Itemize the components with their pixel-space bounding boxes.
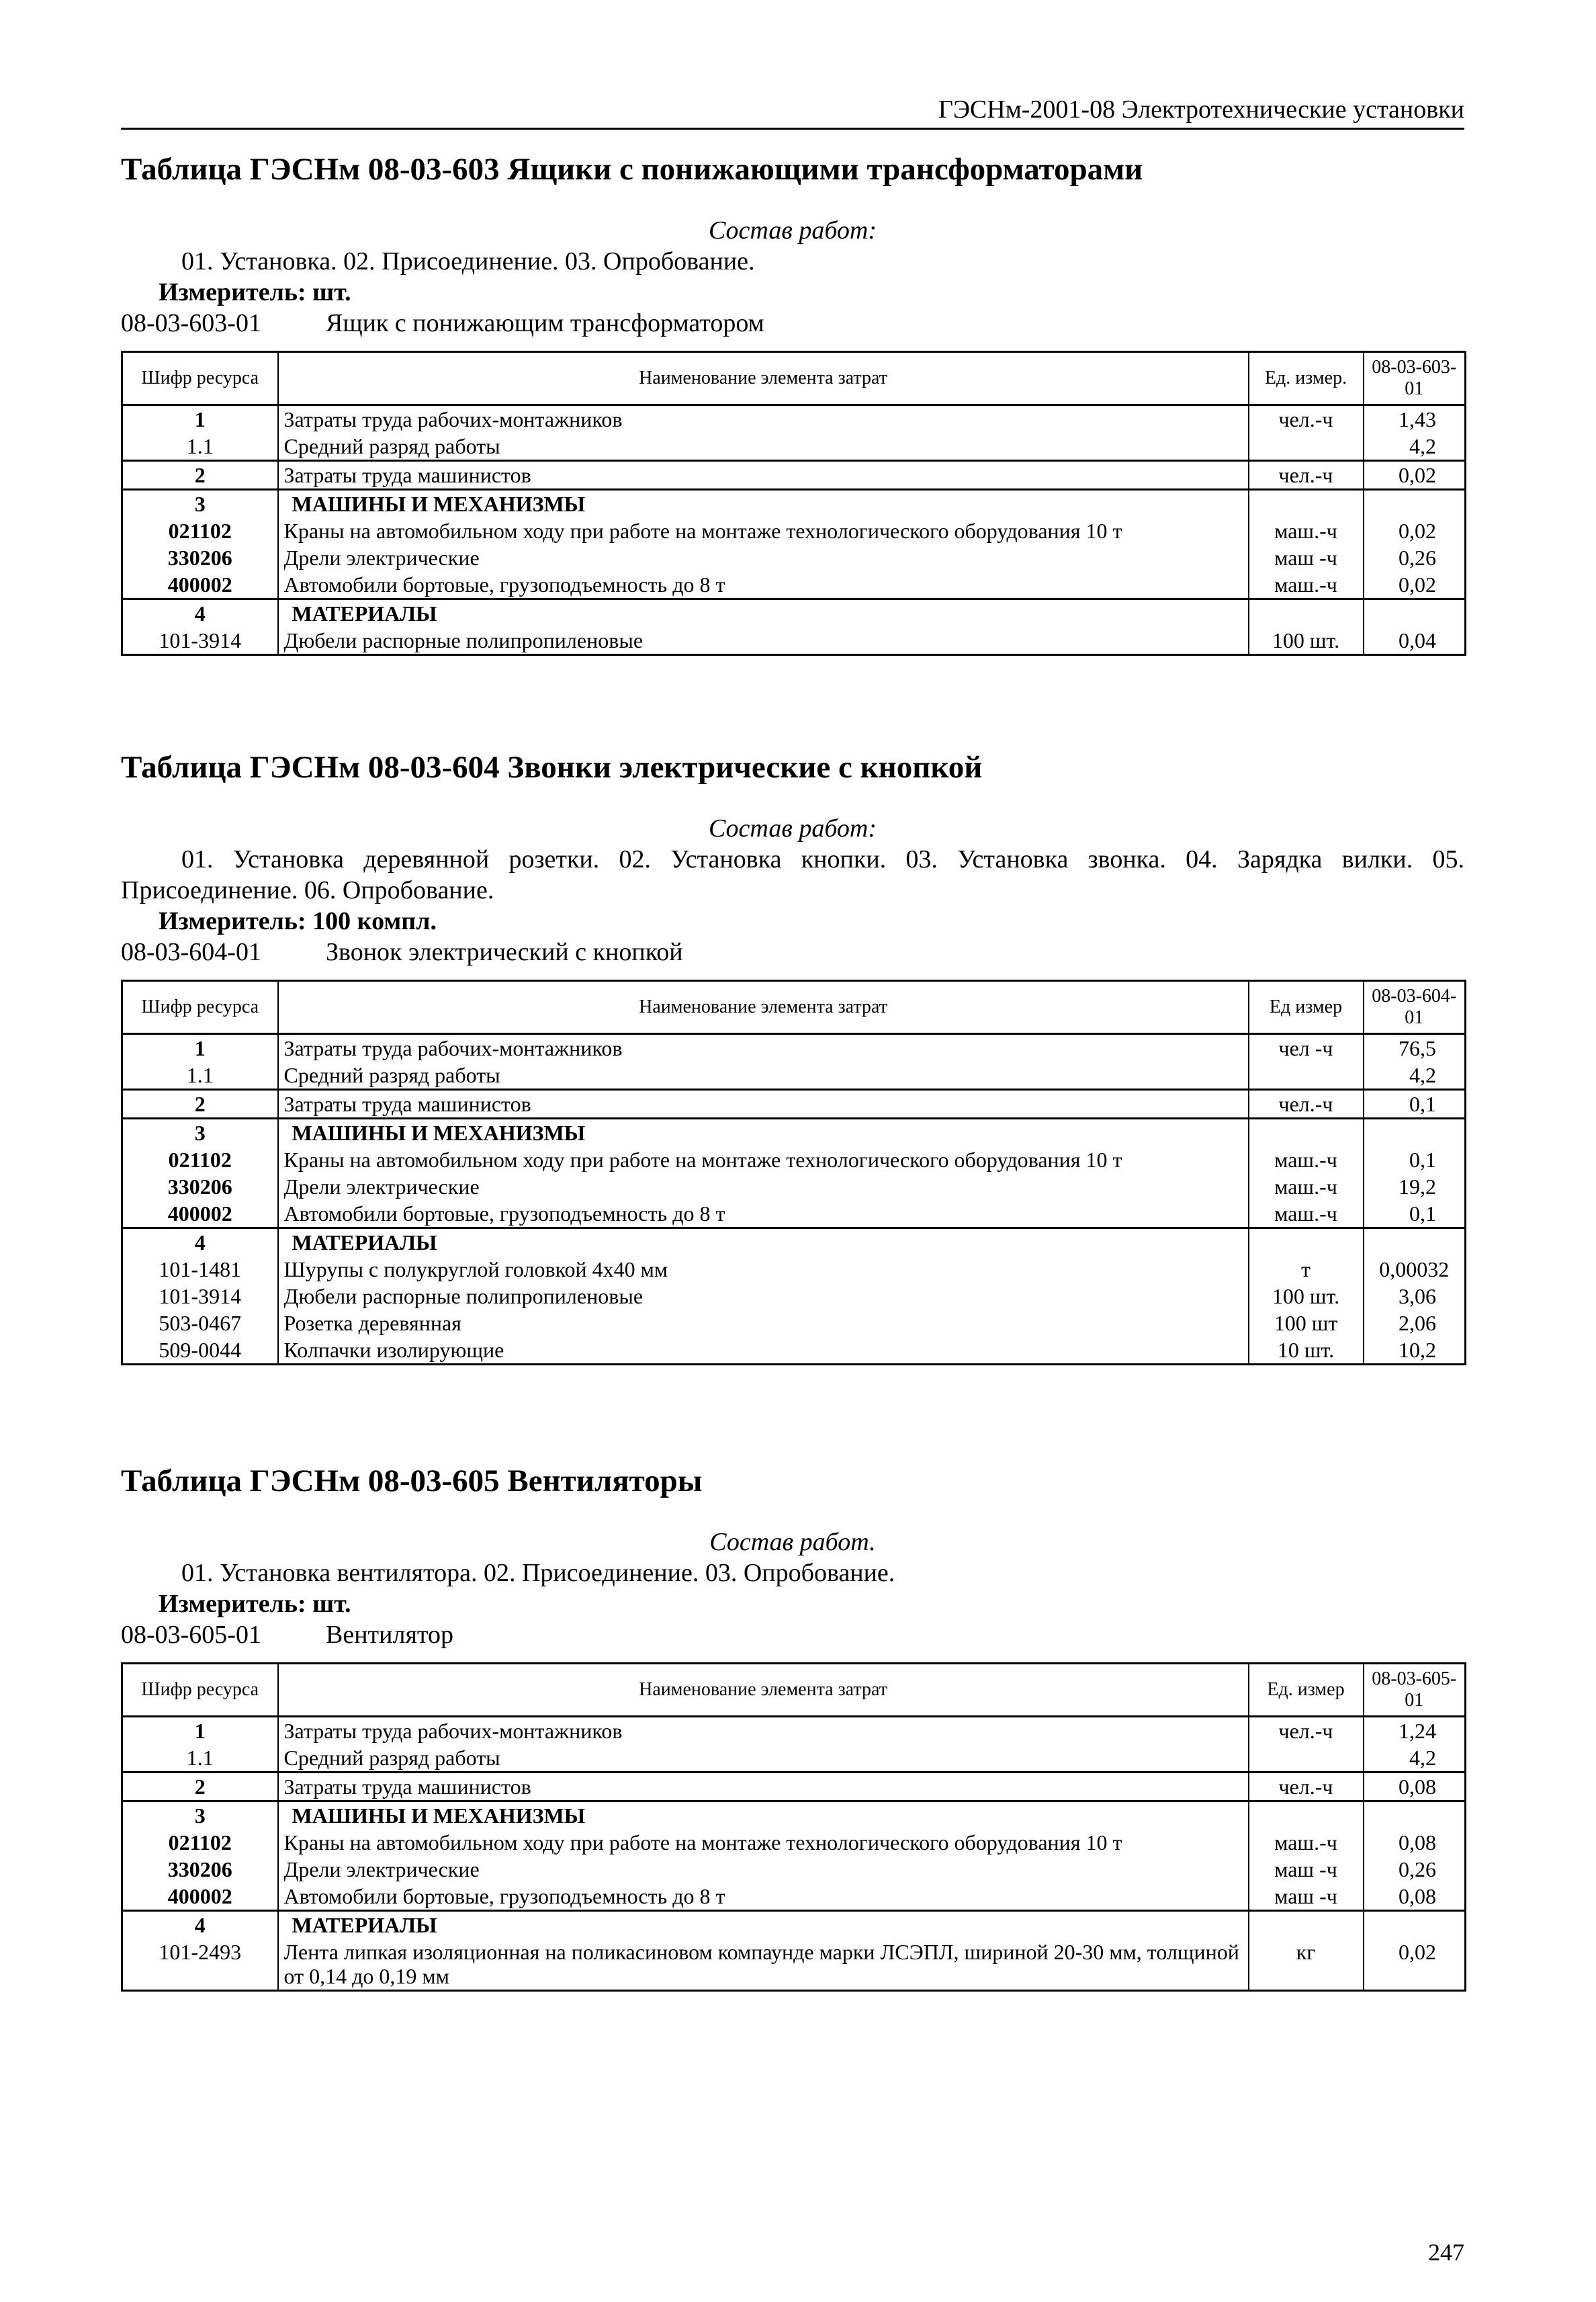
cell-unit bbox=[1249, 1911, 1364, 1939]
table-row bbox=[122, 627, 1466, 655]
cell-value bbox=[1364, 490, 1466, 518]
cell-unit bbox=[1249, 1744, 1364, 1773]
table-row bbox=[122, 461, 1466, 490]
cell-value bbox=[1364, 599, 1466, 628]
cell-name: Автомобили бортовые, грузоподъемность до 8 т bbox=[278, 1200, 1249, 1228]
norm-table bbox=[121, 351, 1466, 656]
cell-name: Затраты труда машинистов bbox=[278, 461, 1249, 490]
norm-item-line bbox=[121, 308, 1464, 339]
cell-name: Шурупы с полукруглой головкой 4х40 мм bbox=[278, 1256, 1249, 1283]
cell-unit: маш.-ч bbox=[1249, 517, 1364, 544]
cell-value bbox=[1364, 1911, 1466, 1939]
table-row bbox=[122, 433, 1466, 461]
cell-name: Краны на автомобильном ходу при работе на монтаже технологического оборудования 10 т bbox=[278, 517, 1249, 544]
cell-code: 4 bbox=[122, 1911, 278, 1939]
cell-value: 0,02 bbox=[1364, 461, 1466, 490]
norm-item-line bbox=[121, 937, 1464, 968]
work-composition-text: 01. Установка. 02. Присоединение. 03. Опробование. bbox=[181, 247, 755, 275]
running-header: ГЭСНм-2001-08 Электротехнические установки bbox=[121, 93, 1464, 130]
measure-label: Измеритель: bbox=[159, 907, 306, 935]
page-number: 247 bbox=[1428, 2239, 1464, 2266]
cell-unit: маш -ч bbox=[1249, 544, 1364, 571]
cell-name: Колпачки изолирующие bbox=[278, 1336, 1249, 1365]
cell-code: 101-3914 bbox=[122, 1283, 278, 1310]
section-08-03-604 bbox=[121, 747, 1464, 1365]
cell-code: 2 bbox=[122, 1773, 278, 1801]
table-row bbox=[122, 1911, 1466, 1939]
cell-unit: маш -ч bbox=[1249, 1856, 1364, 1883]
cell-code: 1.1 bbox=[122, 433, 278, 461]
cell-code: 3 bbox=[122, 1119, 278, 1147]
norm-item-code: 08-03-603-01 bbox=[121, 309, 261, 337]
table-row bbox=[122, 517, 1466, 544]
table-row bbox=[122, 571, 1466, 599]
cell-name: Затраты труда рабочих-монтажников bbox=[278, 1717, 1249, 1745]
table-row bbox=[122, 1034, 1466, 1062]
cell-name: Дюбели распорные полипропиленовые bbox=[278, 627, 1249, 655]
column-header-name: Наименование элемента затрат bbox=[278, 1664, 1249, 1717]
cell-code: 2 bbox=[122, 461, 278, 490]
table-row bbox=[122, 544, 1466, 571]
column-header-name: Наименование элемента затрат bbox=[278, 352, 1249, 405]
table-row bbox=[122, 1856, 1466, 1883]
cell-unit: чел -ч bbox=[1249, 1034, 1364, 1062]
cell-unit: маш -ч bbox=[1249, 1883, 1364, 1911]
cell-name: Дрели электрические bbox=[278, 1173, 1249, 1200]
cell-code: 1.1 bbox=[122, 1744, 278, 1773]
cell-value: 0,26 bbox=[1364, 544, 1466, 571]
work-composition-text: 01. Установка деревянной розетки. 02. Установка кнопки. 03. Установка звонка. 04. Зарядка вилки. 05. Присоединение. 06. Опробование. bbox=[121, 845, 1464, 904]
column-header-unit: Ед измер bbox=[1249, 981, 1364, 1034]
cell-unit: т bbox=[1249, 1256, 1364, 1283]
cell-unit bbox=[1249, 490, 1364, 518]
table-row bbox=[122, 1090, 1466, 1119]
cell-unit: 100 шт bbox=[1249, 1310, 1364, 1336]
cell-value bbox=[1364, 1801, 1466, 1830]
norm-table bbox=[121, 1662, 1466, 1992]
measure-value: шт. bbox=[312, 1590, 351, 1618]
table-row bbox=[122, 1829, 1466, 1856]
cell-value: 0,08 bbox=[1364, 1883, 1466, 1911]
cell-unit: чел.-ч bbox=[1249, 461, 1364, 490]
cell-name: Средний разряд работы bbox=[278, 1062, 1249, 1090]
cell-name: Розетка деревянная bbox=[278, 1310, 1249, 1336]
cell-value: 4,2 bbox=[1364, 1744, 1466, 1773]
table-row bbox=[122, 405, 1466, 433]
cell-unit: маш.-ч bbox=[1249, 1173, 1364, 1200]
cell-code: 503-0467 bbox=[122, 1310, 278, 1336]
cell-unit: маш.-ч bbox=[1249, 571, 1364, 599]
measure-line bbox=[121, 906, 1464, 937]
table-row bbox=[122, 490, 1466, 518]
cell-value: 0,26 bbox=[1364, 1856, 1466, 1883]
column-header-norm: 08-03-603-01 bbox=[1364, 352, 1466, 405]
cell-code: 330206 bbox=[122, 1173, 278, 1200]
cell-code: 021102 bbox=[122, 1146, 278, 1173]
norm-item-line bbox=[121, 1619, 1464, 1650]
norm-table bbox=[121, 980, 1466, 1365]
cell-value: 3,06 bbox=[1364, 1283, 1466, 1310]
column-header-name: Наименование элемента затрат bbox=[278, 981, 1249, 1034]
table-row bbox=[122, 1336, 1466, 1365]
cell-code: 3 bbox=[122, 1801, 278, 1830]
cell-value: 0,1 bbox=[1364, 1090, 1466, 1119]
cell-value: 4,2 bbox=[1364, 1062, 1466, 1090]
table-title: Таблица ГЭСНм 08-03-605 Вентиляторы bbox=[121, 1463, 703, 1498]
cell-value: 0,04 bbox=[1364, 627, 1466, 655]
column-header-code: Шифр ресурса bbox=[122, 352, 278, 405]
cell-unit: 100 шт. bbox=[1249, 627, 1364, 655]
table-title: Таблица ГЭСНм 08-03-603 Ящики с понижающими трансформаторами bbox=[121, 152, 1143, 187]
cell-unit: чел.-ч bbox=[1249, 405, 1364, 433]
cell-unit bbox=[1249, 1801, 1364, 1830]
cell-name: Автомобили бортовые, грузоподъемность до 8 т bbox=[278, 1883, 1249, 1911]
cell-code: 509-0044 bbox=[122, 1336, 278, 1365]
cell-value: 0,02 bbox=[1364, 571, 1466, 599]
cell-unit bbox=[1249, 1228, 1364, 1256]
cell-code: 4 bbox=[122, 599, 278, 628]
column-header-unit: Ед. измер. bbox=[1249, 352, 1364, 405]
cell-name: МАТЕРИАЛЫ bbox=[278, 599, 1249, 628]
cell-code: 021102 bbox=[122, 517, 278, 544]
table-row bbox=[122, 1283, 1466, 1310]
cell-name: Средний разряд работы bbox=[278, 433, 1249, 461]
cell-name: Затраты труда рабочих-монтажников bbox=[278, 405, 1249, 433]
measure-value: 100 компл. bbox=[312, 907, 437, 935]
cell-code: 2 bbox=[122, 1090, 278, 1119]
cell-unit: 10 шт. bbox=[1249, 1336, 1364, 1365]
cell-name: МАШИНЫ И МЕХАНИЗМЫ bbox=[278, 490, 1249, 518]
column-header-code: Шифр ресурса bbox=[122, 981, 278, 1034]
table-row bbox=[122, 1773, 1466, 1801]
table-row bbox=[122, 1062, 1466, 1090]
cell-name: Затраты труда рабочих-монтажников bbox=[278, 1034, 1249, 1062]
column-header-norm: 08-03-605-01 bbox=[1364, 1664, 1466, 1717]
cell-value: 1,24 bbox=[1364, 1717, 1466, 1745]
cell-code: 3 bbox=[122, 490, 278, 518]
cell-name: Автомобили бортовые, грузоподъемность до 8 т bbox=[278, 571, 1249, 599]
cell-value bbox=[1364, 1228, 1466, 1256]
cell-name: Дрели электрические bbox=[278, 1856, 1249, 1883]
cell-code: 1 bbox=[122, 1717, 278, 1745]
cell-unit: чел.-ч bbox=[1249, 1090, 1364, 1119]
cell-value: 19,2 bbox=[1364, 1173, 1466, 1200]
column-header-unit: Ед. измер bbox=[1249, 1664, 1364, 1717]
cell-unit bbox=[1249, 1119, 1364, 1147]
section-08-03-605 bbox=[121, 1461, 1464, 1992]
measure-line bbox=[121, 277, 1464, 308]
measure-label: Измеритель: bbox=[159, 278, 306, 306]
section-08-03-603 bbox=[121, 149, 1464, 656]
cell-name: Лента липкая изоляционная на поликасиновом компаунде марки ЛСЭПЛ, шириной 20-30 мм, толщиной от 0,14 до 0,19 мм bbox=[278, 1938, 1249, 1991]
table-row bbox=[122, 1801, 1466, 1830]
cell-unit bbox=[1249, 1062, 1364, 1090]
cell-value: 0,08 bbox=[1364, 1829, 1466, 1856]
cell-value: 0,02 bbox=[1364, 1938, 1466, 1991]
cell-unit bbox=[1249, 599, 1364, 628]
table-row bbox=[122, 1938, 1466, 1991]
table-row bbox=[122, 599, 1466, 628]
cell-name: Краны на автомобильном ходу при работе на монтаже технологического оборудования 10 т bbox=[278, 1146, 1249, 1173]
measure-label: Измеритель: bbox=[159, 1590, 306, 1618]
norm-item-name: Вентилятор bbox=[326, 1621, 454, 1649]
cell-code: 330206 bbox=[122, 1856, 278, 1883]
cell-code: 101-1481 bbox=[122, 1256, 278, 1283]
cell-unit: чел.-ч bbox=[1249, 1717, 1364, 1745]
cell-value: 2,06 bbox=[1364, 1310, 1466, 1336]
cell-name: Затраты труда машинистов bbox=[278, 1090, 1249, 1119]
cell-unit: кг bbox=[1249, 1938, 1364, 1991]
measure-value: шт. bbox=[312, 278, 351, 306]
cell-value: 10,2 bbox=[1364, 1336, 1466, 1365]
cell-unit: 100 шт. bbox=[1249, 1283, 1364, 1310]
cell-name: МАШИНЫ И МЕХАНИЗМЫ bbox=[278, 1801, 1249, 1830]
norm-item-name: Ящик с понижающим трансформатором bbox=[326, 309, 764, 337]
cell-code: 400002 bbox=[122, 1200, 278, 1228]
cell-code: 1 bbox=[122, 1034, 278, 1062]
measure-line bbox=[121, 1588, 1464, 1619]
cell-value: 0,1 bbox=[1364, 1146, 1466, 1173]
cell-name: МАШИНЫ И МЕХАНИЗМЫ bbox=[278, 1119, 1249, 1147]
cell-value: 0,02 bbox=[1364, 517, 1466, 544]
cell-unit bbox=[1249, 433, 1364, 461]
cell-name: Краны на автомобильном ходу при работе на монтаже технологического оборудования 10 т bbox=[278, 1829, 1249, 1856]
cell-name: Средний разряд работы bbox=[278, 1744, 1249, 1773]
cell-unit: чел.-ч bbox=[1249, 1773, 1364, 1801]
cell-value: 0,00032 bbox=[1364, 1256, 1466, 1283]
table-row bbox=[122, 1228, 1466, 1256]
table-row bbox=[122, 1256, 1466, 1283]
cell-name: МАТЕРИАЛЫ bbox=[278, 1228, 1249, 1256]
table-row bbox=[122, 1744, 1466, 1773]
cell-value: 76,5 bbox=[1364, 1034, 1466, 1062]
norm-item-code: 08-03-604-01 bbox=[121, 938, 261, 966]
column-header-code: Шифр ресурса bbox=[122, 1664, 278, 1717]
cell-name: Дюбели распорные полипропиленовые bbox=[278, 1283, 1249, 1310]
cell-code: 1.1 bbox=[122, 1062, 278, 1090]
work-composition-title: Состав работ: bbox=[708, 216, 877, 245]
table-row bbox=[122, 1200, 1466, 1228]
cell-name: МАТЕРИАЛЫ bbox=[278, 1911, 1249, 1939]
cell-value: 1,43 bbox=[1364, 405, 1466, 433]
cell-value: 0,08 bbox=[1364, 1773, 1466, 1801]
cell-unit: маш.-ч bbox=[1249, 1829, 1364, 1856]
cell-unit: маш.-ч bbox=[1249, 1200, 1364, 1228]
cell-code: 101-2493 bbox=[122, 1938, 278, 1991]
norm-item-name: Звонок электрический с кнопкой bbox=[326, 938, 683, 966]
cell-code: 101-3914 bbox=[122, 627, 278, 655]
cell-code: 400002 bbox=[122, 1883, 278, 1911]
table-title: Таблица ГЭСНм 08-03-604 Звонки электрические с кнопкой bbox=[121, 750, 983, 785]
cell-code: 021102 bbox=[122, 1829, 278, 1856]
cell-value: 4,2 bbox=[1364, 433, 1466, 461]
work-composition-title: Состав работ. bbox=[709, 1528, 876, 1556]
norm-item-code: 08-03-605-01 bbox=[121, 1621, 261, 1649]
cell-code: 1 bbox=[122, 405, 278, 433]
cell-code: 330206 bbox=[122, 544, 278, 571]
work-composition-text: 01. Установка вентилятора. 02. Присоединение. 03. Опробование. bbox=[181, 1559, 895, 1587]
cell-value bbox=[1364, 1119, 1466, 1147]
cell-code: 400002 bbox=[122, 571, 278, 599]
table-row bbox=[122, 1883, 1466, 1911]
table-row bbox=[122, 1310, 1466, 1336]
table-row bbox=[122, 1119, 1466, 1147]
cell-code: 4 bbox=[122, 1228, 278, 1256]
table-row bbox=[122, 1173, 1466, 1200]
table-row bbox=[122, 1717, 1466, 1745]
column-header-norm: 08-03-604-01 bbox=[1364, 981, 1466, 1034]
cell-name: Затраты труда машинистов bbox=[278, 1773, 1249, 1801]
cell-name: Дрели электрические bbox=[278, 544, 1249, 571]
cell-unit: маш.-ч bbox=[1249, 1146, 1364, 1173]
table-row bbox=[122, 1146, 1466, 1173]
cell-value: 0,1 bbox=[1364, 1200, 1466, 1228]
work-composition-title: Состав работ: bbox=[708, 814, 877, 843]
